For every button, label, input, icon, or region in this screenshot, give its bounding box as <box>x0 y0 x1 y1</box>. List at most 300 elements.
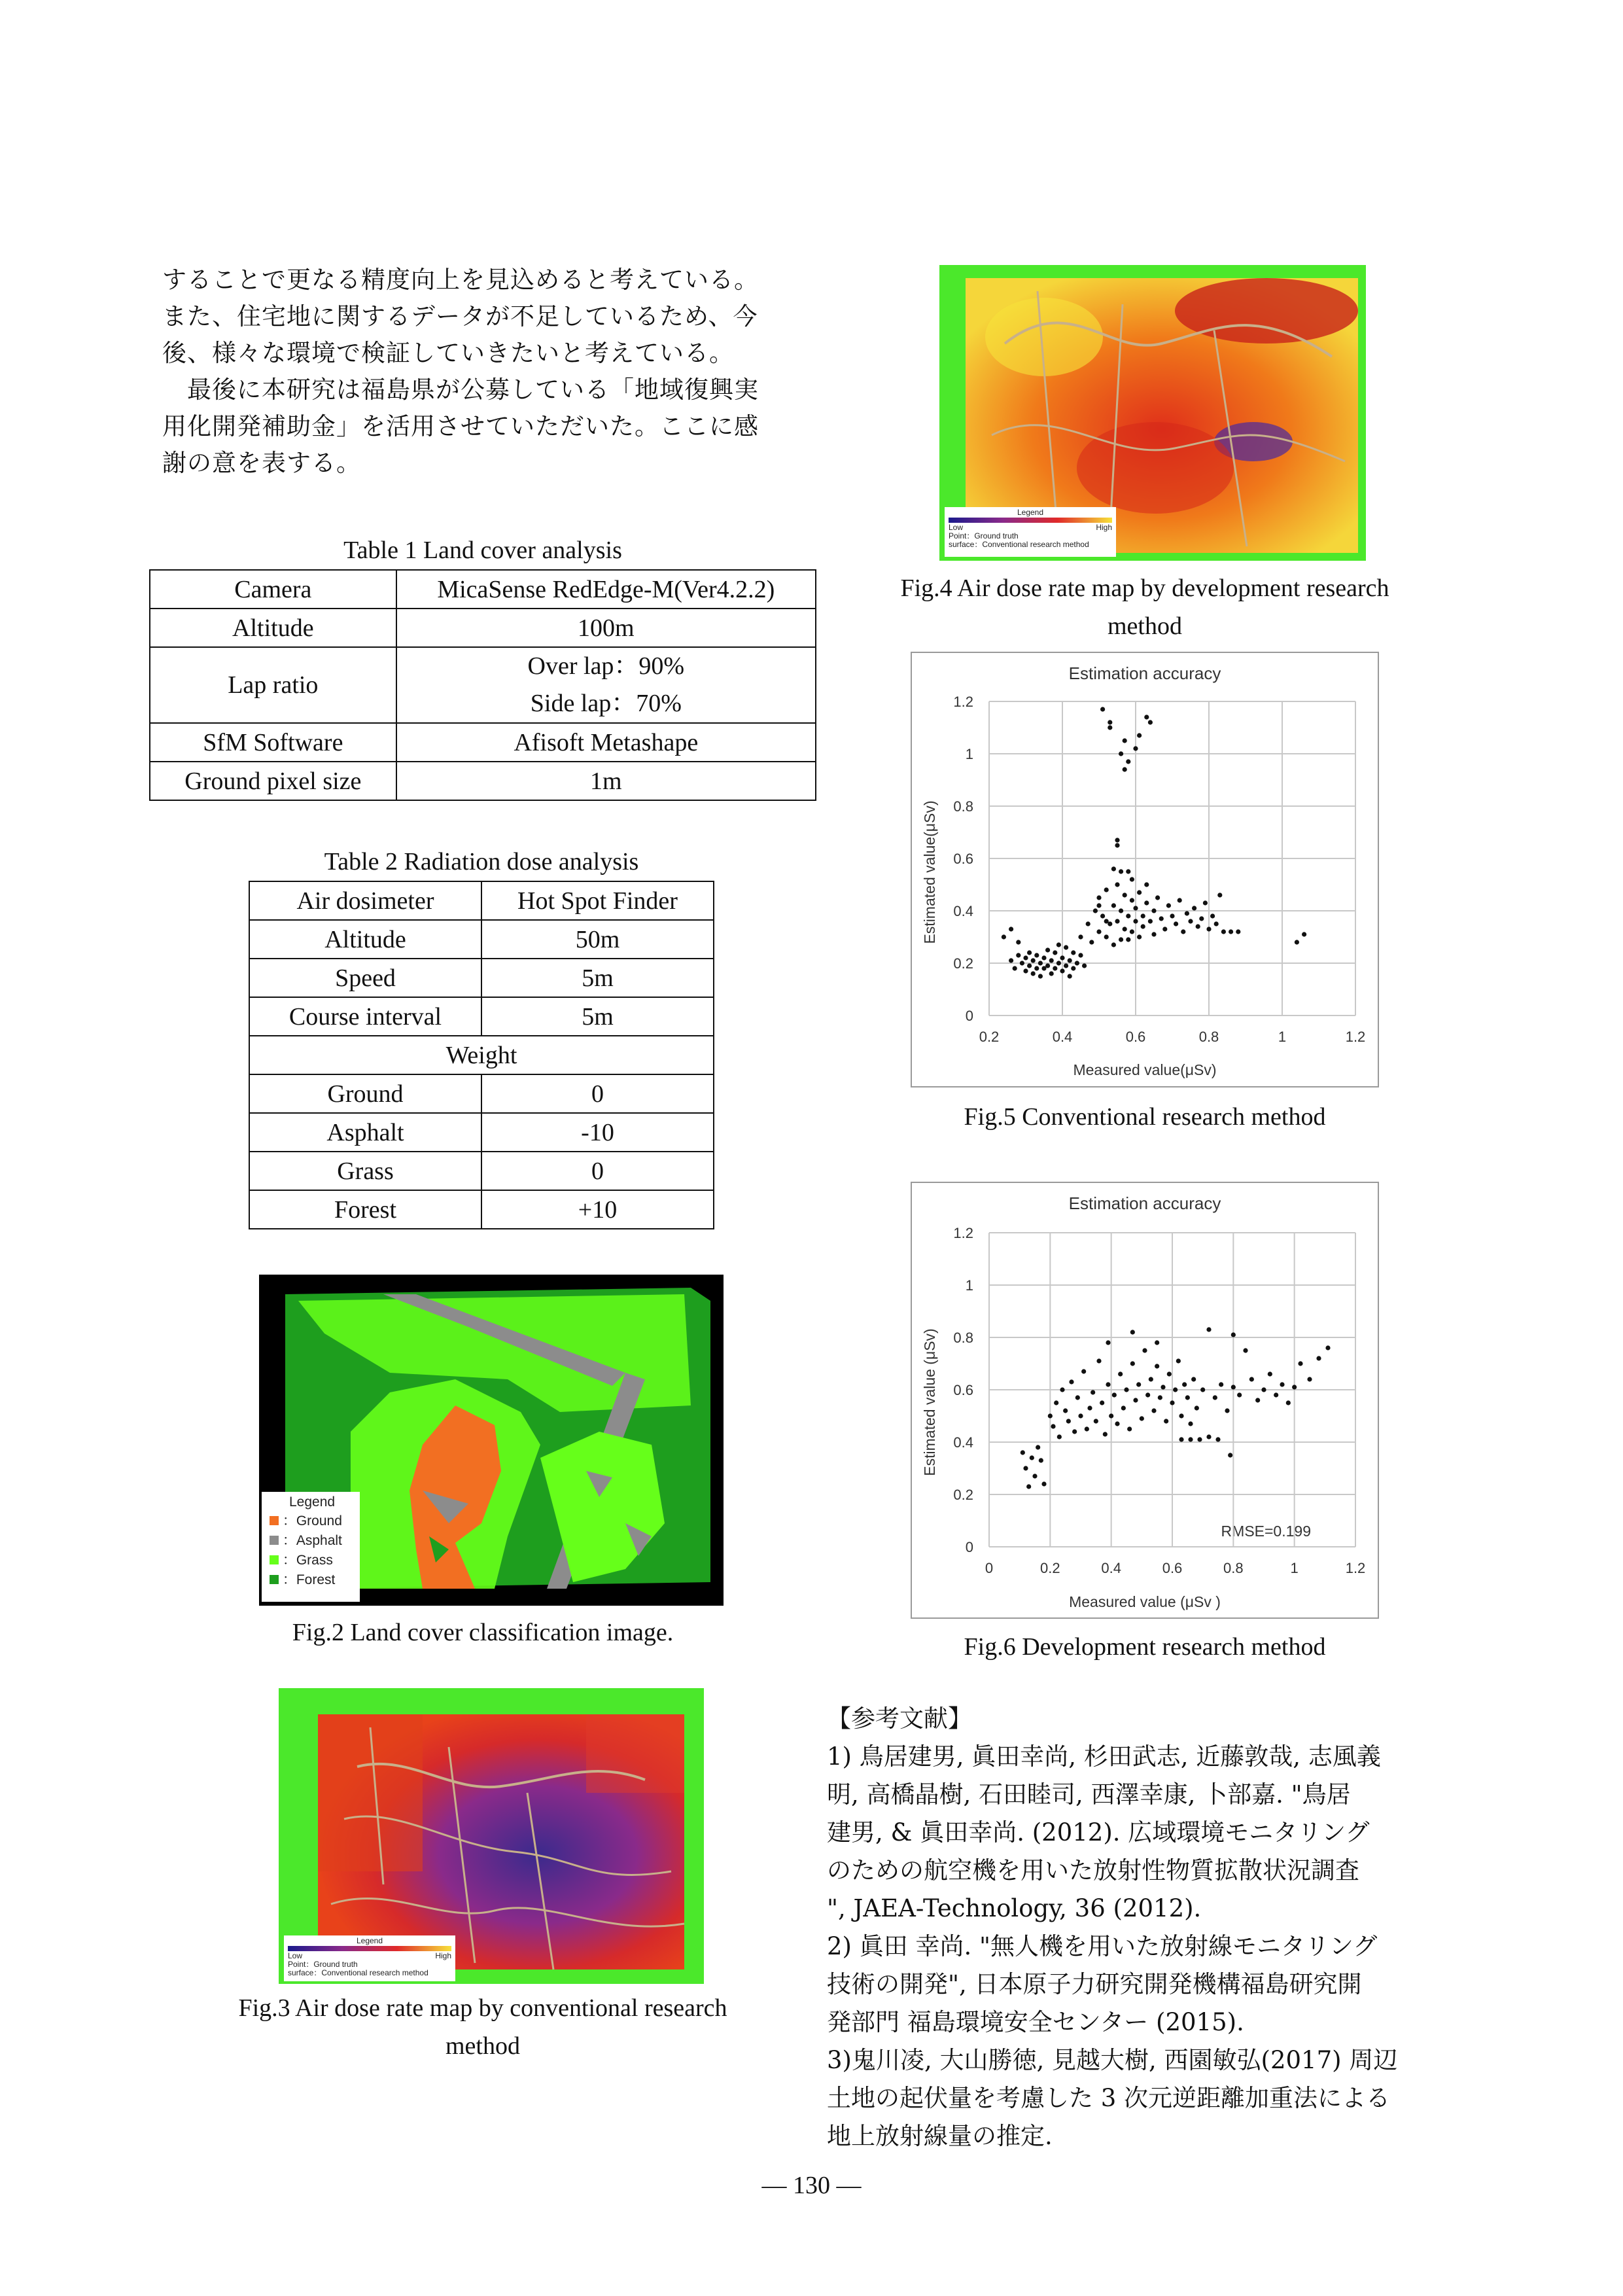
data-point <box>1063 1408 1068 1413</box>
data-point <box>1103 1432 1108 1436</box>
data-point <box>1236 929 1240 934</box>
x-tick-label: 1.2 <box>1345 1029 1366 1045</box>
legend-item <box>270 1569 360 1589</box>
reference-line: 1) 鳥居建男, 眞田幸尚, 杉田武志, 近藤敦哉, 志風義 <box>827 1742 1381 1771</box>
data-point <box>1130 1330 1135 1334</box>
data-point <box>1115 919 1119 923</box>
data-point <box>1237 1392 1242 1397</box>
chart-title: Estimation accuracy <box>1068 1193 1221 1213</box>
y-tick-label: 0.6 <box>953 851 973 867</box>
legend-point-note: Point：Ground truth <box>949 531 1019 540</box>
x-tick-label: 0.8 <box>1198 1029 1219 1045</box>
data-point <box>1123 738 1127 743</box>
y-tick-label: 0.2 <box>953 1487 973 1503</box>
table-cell: 5m <box>481 997 714 1036</box>
data-point <box>1137 733 1142 737</box>
y-axis-label: Estimated value (μSv) <box>921 1328 938 1476</box>
data-point <box>1053 950 1057 955</box>
table-cell: Air dosimeter <box>249 881 481 920</box>
legend-item <box>270 1530 360 1549</box>
data-point <box>1298 1361 1302 1366</box>
data-point <box>1123 767 1127 771</box>
data-point <box>1144 882 1149 887</box>
reference-line: 地上放射線量の推定. <box>827 2122 1053 2150</box>
table-row <box>249 920 714 959</box>
data-point <box>1166 903 1171 908</box>
data-point <box>1096 895 1101 900</box>
data-point <box>1087 1405 1092 1410</box>
fig4-image <box>939 265 1366 561</box>
data-point <box>1045 963 1050 968</box>
table-cell: 100m <box>396 609 816 647</box>
table-row <box>249 997 714 1036</box>
data-point <box>1170 1400 1174 1405</box>
legend-item <box>270 1510 360 1530</box>
body-line: 後、様々な環境で検証していきたいと考えている。 <box>162 339 734 367</box>
reference-line: 技術の開発", 日本原子力研究開発機構福島研究開 <box>827 1970 1362 1998</box>
table-row <box>249 1152 714 1190</box>
data-point <box>1158 1395 1162 1400</box>
table-cell: Speed <box>249 959 481 997</box>
lap-side: Side lap：70% <box>530 690 682 717</box>
data-point <box>1104 887 1109 892</box>
swatch-grass <box>270 1555 279 1564</box>
data-point <box>1041 1481 1046 1486</box>
data-point <box>1144 900 1149 905</box>
fig2-legend <box>262 1492 360 1602</box>
data-point <box>1038 974 1043 978</box>
data-point <box>1231 1385 1236 1389</box>
data-point <box>1179 1413 1183 1418</box>
x-tick-label: 1 <box>1290 1560 1299 1576</box>
data-point <box>1214 921 1219 926</box>
data-point <box>1219 1382 1223 1386</box>
data-point <box>1249 1377 1254 1381</box>
fig5-chart-frame <box>911 652 1379 1087</box>
data-point <box>1133 746 1138 751</box>
table-cell: +10 <box>481 1190 714 1229</box>
table-cell: Hot Spot Finder <box>481 881 714 920</box>
legend-low: Low <box>288 1951 303 1960</box>
data-point <box>1045 947 1050 952</box>
table-cell <box>396 647 816 723</box>
fig2-caption: Fig.2 Land cover classification image. <box>292 1619 674 1646</box>
data-point <box>1268 1371 1272 1376</box>
legend-title: Legend <box>1017 508 1044 517</box>
table-cell: 5m <box>481 959 714 997</box>
legend-high: High <box>435 1951 451 1960</box>
data-point <box>1185 1395 1190 1400</box>
data-point <box>1020 961 1024 965</box>
data-point <box>1170 913 1174 918</box>
reference-line: 2) 眞田 幸尚. "無人機を用いた放射線モニタリング <box>827 1932 1378 1960</box>
data-point <box>1118 1371 1123 1376</box>
data-point <box>1068 958 1072 963</box>
table2-caption: Table 2 Radiation dose analysis <box>324 848 639 875</box>
data-point <box>1155 895 1160 900</box>
data-point <box>1188 1421 1193 1426</box>
data-point <box>1210 913 1215 918</box>
legend-label: ：Ground <box>282 1513 342 1528</box>
data-point <box>1081 1369 1086 1373</box>
data-point <box>1071 966 1075 970</box>
references <box>827 1700 1481 2155</box>
data-point <box>1126 869 1130 874</box>
data-point <box>1049 958 1054 963</box>
data-point <box>1100 913 1105 918</box>
data-point <box>1075 961 1079 965</box>
legend-label: ：Asphalt <box>282 1533 342 1548</box>
x-tick-label: 0.6 <box>1162 1560 1183 1576</box>
data-point <box>1078 1413 1083 1418</box>
x-tick-label: 0.2 <box>979 1029 1000 1045</box>
body-line: 最後に本研究は福島県が公募している「地域復興実 <box>162 376 759 404</box>
data-point <box>1054 1400 1058 1405</box>
data-point <box>1130 1361 1135 1366</box>
table-row <box>150 609 816 647</box>
data-point <box>1031 958 1036 963</box>
lap-over: Over lap：90% <box>527 652 685 680</box>
table-cell: 1m <box>396 762 816 800</box>
data-point <box>1016 953 1021 957</box>
data-point <box>1034 966 1039 970</box>
data-point <box>1130 877 1134 881</box>
data-point <box>1302 932 1306 936</box>
data-point <box>1137 890 1142 894</box>
x-tick-label: 1.2 <box>1345 1560 1366 1576</box>
y-tick-label: 0.4 <box>953 1434 973 1451</box>
data-point <box>1108 725 1112 730</box>
references-heading: 【参考文献】 <box>827 1704 972 1733</box>
data-point <box>1151 1408 1156 1413</box>
table-row <box>150 570 816 609</box>
data-point <box>1030 1455 1034 1460</box>
data-point <box>1151 908 1156 913</box>
data-point <box>1112 1392 1117 1397</box>
data-point <box>1225 1408 1229 1413</box>
legend-low: Low <box>949 523 964 532</box>
data-point <box>1119 751 1123 756</box>
table-row <box>150 723 816 762</box>
table-cell: Asphalt <box>249 1113 481 1152</box>
reference-line: 発部門 福島環境安全センター (2015). <box>827 2008 1244 2036</box>
data-point <box>1174 921 1178 926</box>
data-point <box>1091 1390 1095 1394</box>
legend-surface-note: surface：Conventional research method <box>949 540 1089 549</box>
body-line: 謝の意を表する。 <box>162 449 361 477</box>
data-point <box>1200 1387 1205 1392</box>
reference-line: 明, 高橋晶樹, 石田睦司, 西澤幸康, 卜部嘉. "鳥居 <box>827 1780 1351 1809</box>
table-cell: Grass <box>249 1152 481 1190</box>
data-point <box>1060 1387 1064 1392</box>
data-point <box>1124 1387 1128 1392</box>
data-point <box>1123 892 1127 897</box>
table-row <box>249 959 714 997</box>
legend-gradient-bar <box>949 518 1112 523</box>
fig4-legend <box>945 507 1116 557</box>
table-row <box>249 1113 714 1152</box>
data-point <box>1295 940 1299 944</box>
table-row <box>249 1190 714 1229</box>
data-point <box>1221 929 1226 934</box>
data-point <box>1041 955 1046 960</box>
data-point <box>1123 927 1127 931</box>
data-point <box>1111 942 1116 947</box>
data-point <box>1126 913 1130 918</box>
data-point <box>1086 921 1091 926</box>
data-point <box>1229 929 1233 934</box>
data-point <box>1151 932 1156 936</box>
data-point <box>1051 1424 1055 1428</box>
data-point <box>1127 1426 1132 1431</box>
data-point <box>1013 966 1017 970</box>
data-point <box>1130 898 1134 902</box>
legend-item <box>270 1549 360 1569</box>
reference-line: 3)鬼川凌, 大山勝徳, 見越大樹, 西園敏弘(2017) 周辺 <box>827 2046 1398 2074</box>
data-point <box>1195 1405 1199 1410</box>
fig4-caption <box>850 569 1439 645</box>
table-cell: Afisoft Metashape <box>396 723 816 762</box>
data-point <box>1111 903 1116 908</box>
chart-title: Estimation accuracy <box>1068 663 1221 683</box>
data-point <box>1119 869 1123 874</box>
table1 <box>149 569 816 801</box>
data-point <box>1039 1458 1043 1462</box>
fig3-caption-line: Fig.3 Air dose rate map by conventional research <box>238 1994 727 2022</box>
legend-gradient-bar <box>288 1946 451 1951</box>
data-point <box>1064 945 1068 949</box>
data-point <box>1148 720 1153 724</box>
data-point <box>1069 1379 1073 1384</box>
data-point <box>1115 882 1119 887</box>
data-point <box>1188 919 1193 923</box>
fig5-scatter-chart <box>912 653 1378 1086</box>
data-point <box>1206 1327 1211 1332</box>
data-point <box>1082 963 1087 968</box>
swatch-forest <box>270 1575 279 1584</box>
data-point <box>1228 1453 1232 1457</box>
data-point <box>1140 1416 1144 1421</box>
data-point <box>1178 898 1182 902</box>
data-point <box>1048 1413 1053 1418</box>
reference-line: ", JAEA-Technology, 36 (2012). <box>827 1894 1202 1922</box>
data-point <box>1100 1400 1104 1405</box>
y-tick-label: 1.2 <box>953 1225 973 1241</box>
data-point <box>1060 968 1064 973</box>
data-point <box>1215 1437 1220 1441</box>
data-point <box>1203 900 1208 905</box>
data-point <box>1167 1371 1172 1376</box>
rmse-annotation: RMSE=0.199 <box>1221 1523 1311 1540</box>
data-point <box>1126 937 1130 942</box>
data-point <box>1119 937 1123 942</box>
data-point <box>1034 953 1039 957</box>
data-point <box>1191 1377 1196 1381</box>
data-point <box>1206 927 1211 931</box>
data-point <box>1144 715 1149 719</box>
table-cell: Ground <box>249 1074 481 1113</box>
y-tick-label: 1 <box>965 1277 973 1294</box>
data-point <box>1159 916 1164 921</box>
fig5-caption: Fig.5 Conventional research method <box>964 1103 1326 1131</box>
data-point <box>1100 707 1105 711</box>
swatch-asphalt <box>270 1536 279 1545</box>
x-tick-label: 0.8 <box>1223 1560 1244 1576</box>
table-cell: Altitude <box>249 920 481 959</box>
legend-title: Legend <box>356 1936 383 1945</box>
x-tick-label: 0.4 <box>1101 1560 1121 1576</box>
table-row <box>249 1036 714 1074</box>
table-cell: Lap ratio <box>150 647 396 723</box>
data-point <box>1325 1345 1330 1350</box>
data-point <box>1075 1395 1080 1400</box>
data-point <box>1145 1392 1150 1397</box>
fig4-caption-line: Fig.4 Air dose rate map by development research <box>900 574 1389 602</box>
data-point <box>1179 1437 1183 1441</box>
data-point <box>1106 1382 1110 1386</box>
data-point <box>1149 1377 1153 1381</box>
data-point <box>1155 1340 1159 1345</box>
data-point <box>1057 1434 1062 1439</box>
x-axis-label: Measured value(μSv) <box>1073 1061 1217 1078</box>
reference-line: 土地の起伏量を考慮した 3 次元逆距離加重法による <box>827 2084 1391 2112</box>
table-row <box>150 762 816 800</box>
data-point <box>1185 911 1189 915</box>
fig6-scatter-chart <box>912 1183 1378 1617</box>
data-point <box>1096 929 1101 934</box>
data-point <box>1141 913 1145 918</box>
data-point <box>1280 1382 1284 1386</box>
body-text <box>162 262 823 482</box>
data-point <box>1049 971 1054 976</box>
data-point <box>1307 1377 1312 1381</box>
data-point <box>1231 1332 1236 1337</box>
reference-line: 建男, & 眞田幸尚. (2012). 広域環境モニタリング <box>827 1818 1370 1846</box>
data-point <box>1096 1358 1101 1363</box>
x-tick-label: 0.6 <box>1125 1029 1146 1045</box>
table-cell: 0 <box>481 1152 714 1190</box>
data-point <box>1255 1398 1260 1402</box>
table-cell: Camera <box>150 570 396 609</box>
data-point <box>1162 927 1167 931</box>
data-point <box>1009 927 1013 931</box>
y-tick-label: 1 <box>965 746 973 762</box>
table-cell: -10 <box>481 1113 714 1152</box>
fig3-caption-line: method <box>445 2032 520 2060</box>
data-point <box>1243 1348 1248 1352</box>
data-point <box>1027 950 1032 955</box>
y-tick-label: 0 <box>965 1539 973 1555</box>
data-point <box>1188 1437 1193 1441</box>
data-point <box>1023 968 1028 973</box>
legend-point-note: Point：Ground truth <box>288 1960 358 1969</box>
data-point <box>1136 1382 1141 1386</box>
data-point <box>1056 961 1061 965</box>
legend-title: Legend <box>289 1494 336 1510</box>
data-point <box>1038 961 1043 965</box>
data-point <box>1141 924 1145 928</box>
body-line: することで更なる精度向上を見込めると考えている。 <box>162 266 759 294</box>
fig4-caption-line: method <box>1108 612 1182 640</box>
x-tick-label: 1 <box>1278 1029 1287 1045</box>
data-point <box>1031 971 1036 976</box>
data-point <box>1085 1426 1089 1431</box>
data-point <box>1217 892 1222 897</box>
table-cell: SfM Software <box>150 723 396 762</box>
data-point <box>1023 955 1028 960</box>
data-point <box>1213 1395 1217 1400</box>
y-tick-label: 0.6 <box>953 1382 973 1398</box>
data-point <box>1093 908 1098 913</box>
data-point <box>1196 924 1200 928</box>
swatch-ground <box>270 1516 279 1525</box>
data-point <box>1078 934 1083 939</box>
data-point <box>1176 1358 1181 1363</box>
y-axis-label: Estimated value(μSv) <box>921 800 938 944</box>
data-point <box>1274 1392 1278 1397</box>
data-point <box>1164 1419 1168 1423</box>
data-point <box>1021 1450 1025 1455</box>
table-cell: Forest <box>249 1190 481 1229</box>
data-point <box>1066 1419 1071 1423</box>
data-point <box>1109 1413 1113 1418</box>
data-point <box>1096 903 1101 908</box>
data-point <box>1016 940 1021 944</box>
data-point <box>1078 953 1083 957</box>
data-point <box>1133 919 1138 923</box>
data-point <box>1032 1474 1037 1478</box>
data-point <box>1104 934 1109 939</box>
data-point <box>1036 1445 1040 1449</box>
data-point <box>1137 934 1142 939</box>
data-point <box>1173 1387 1178 1392</box>
data-point <box>1199 916 1204 921</box>
data-point <box>1027 963 1032 968</box>
data-point <box>1121 1405 1126 1410</box>
data-point <box>1060 955 1064 960</box>
table-cell: Course interval <box>249 997 481 1036</box>
legend-high: High <box>1096 523 1112 532</box>
y-tick-label: 0.8 <box>953 1330 973 1346</box>
fig6-chart-frame <box>911 1182 1379 1619</box>
data-point <box>1026 1484 1031 1489</box>
reference-line: のための航空機を用いた放射性物質拡散状況調査 <box>827 1856 1359 1884</box>
data-point <box>1316 1356 1321 1360</box>
table2 <box>249 881 714 1229</box>
table-cell: Altitude <box>150 609 396 647</box>
weight-header: Weight <box>249 1036 714 1074</box>
data-point <box>1115 843 1119 847</box>
data-point <box>1064 963 1068 968</box>
table-cell: 0 <box>481 1074 714 1113</box>
data-point <box>1106 1340 1110 1345</box>
table-cell: 50m <box>481 920 714 959</box>
data-point <box>1089 940 1094 944</box>
data-point <box>1104 919 1109 923</box>
data-point <box>1286 1400 1291 1405</box>
fig6-caption: Fig.6 Development research method <box>964 1633 1326 1661</box>
data-point <box>1130 929 1134 934</box>
y-tick-label: 0 <box>965 1008 973 1024</box>
y-tick-label: 1.2 <box>953 694 973 710</box>
fig2-image <box>259 1275 724 1606</box>
y-tick-label: 0.8 <box>953 798 973 815</box>
data-point <box>1068 974 1072 978</box>
data-point <box>1261 1387 1266 1392</box>
data-point <box>1292 1385 1297 1389</box>
fig3-caption <box>149 1989 816 2065</box>
data-point <box>1181 929 1185 934</box>
